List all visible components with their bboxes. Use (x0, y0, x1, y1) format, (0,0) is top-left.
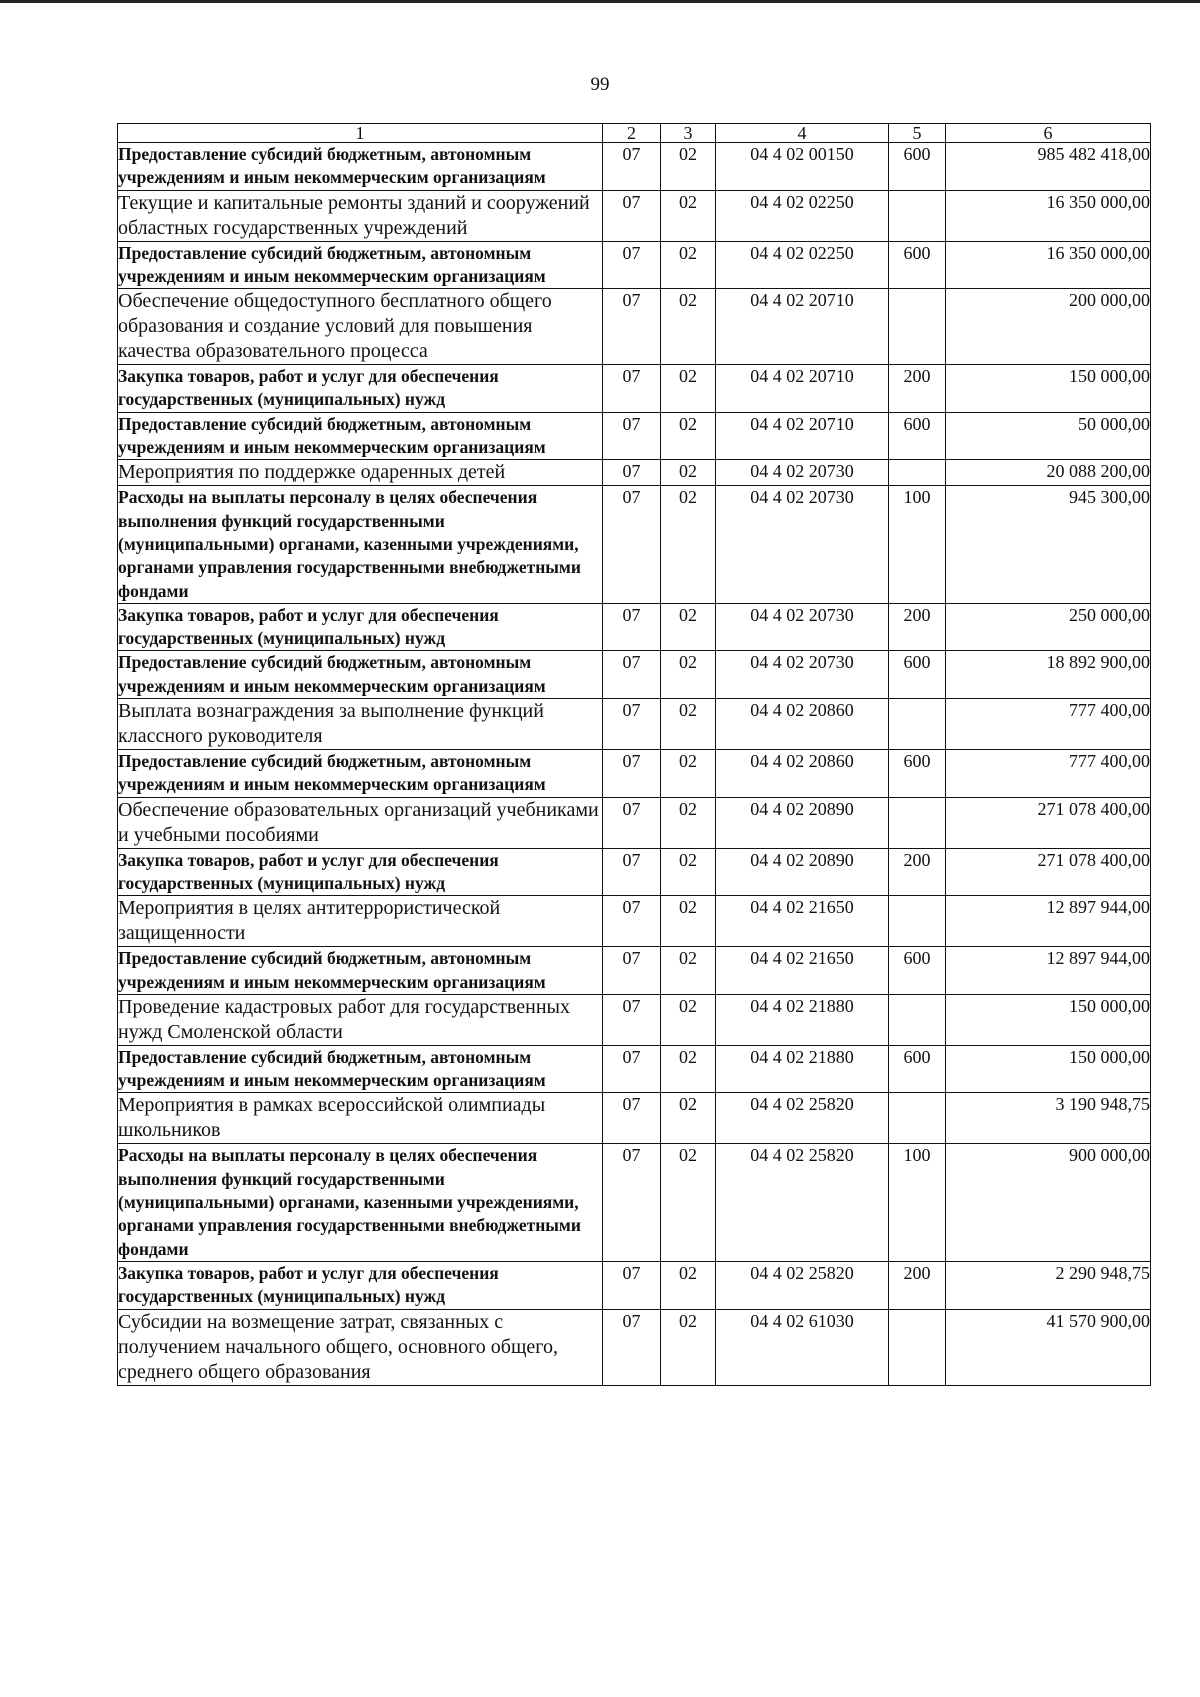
table-row (118, 486, 1151, 603)
section-code-cell: 07 (603, 365, 661, 413)
row-name-cell: Обеспечение общедоступного бесплатного общего образования и создание условий для повышения качества образовательного процесса (118, 289, 603, 365)
expense-type-cell: 600 (889, 412, 946, 460)
table-row (118, 699, 1151, 750)
target-article-cell: 04 4 02 25820 (716, 1144, 889, 1261)
amount-cell: 12 897 944,00 (946, 896, 1151, 947)
budget-table (117, 123, 1151, 1386)
section-code-cell: 07 (603, 460, 661, 486)
column-header: 1 (118, 124, 603, 143)
table-row (118, 241, 1151, 289)
expense-type-cell: 200 (889, 365, 946, 413)
table-row (118, 750, 1151, 798)
target-article-cell: 04 4 02 20730 (716, 460, 889, 486)
expense-type-cell (889, 896, 946, 947)
subsection-code-cell: 02 (661, 797, 716, 848)
expense-type-cell: 600 (889, 947, 946, 995)
target-article-cell: 04 4 02 21650 (716, 896, 889, 947)
section-code-cell: 07 (603, 848, 661, 896)
section-code-cell: 07 (603, 994, 661, 1045)
expense-type-cell: 600 (889, 241, 946, 289)
row-name-cell: Предоставление субсидий бюджетным, автономным учреждениям и иным некоммерческим организациям (118, 143, 603, 191)
section-code-cell: 07 (603, 797, 661, 848)
expense-type-cell: 600 (889, 1045, 946, 1093)
expense-type-cell: 600 (889, 750, 946, 798)
section-code-cell: 07 (603, 1045, 661, 1093)
section-code-cell: 07 (603, 289, 661, 365)
row-name-cell: Предоставление субсидий бюджетным, автономным учреждениям и иным некоммерческим организациям (118, 412, 603, 460)
table-row (118, 947, 1151, 995)
target-article-cell: 04 4 02 20860 (716, 699, 889, 750)
section-code-cell: 07 (603, 143, 661, 191)
row-name-cell: Закупка товаров, работ и услуг для обеспечения государственных (муниципальных) нужд (118, 365, 603, 413)
scan-top-edge (0, 0, 1200, 3)
subsection-code-cell: 02 (661, 460, 716, 486)
subsection-code-cell: 02 (661, 1144, 716, 1261)
target-article-cell: 04 4 02 25820 (716, 1093, 889, 1144)
amount-cell: 945 300,00 (946, 486, 1151, 603)
subsection-code-cell: 02 (661, 896, 716, 947)
row-name-cell: Предоставление субсидий бюджетным, автономным учреждениям и иным некоммерческим организациям (118, 241, 603, 289)
expense-type-cell: 100 (889, 486, 946, 603)
amount-cell: 150 000,00 (946, 1045, 1151, 1093)
section-code-cell: 07 (603, 1093, 661, 1144)
expense-type-cell (889, 994, 946, 1045)
expense-type-cell: 600 (889, 143, 946, 191)
row-name-cell: Выплата вознаграждения за выполнение функций классного руководителя (118, 699, 603, 750)
expense-type-cell: 200 (889, 848, 946, 896)
expense-type-cell (889, 797, 946, 848)
section-code-cell: 07 (603, 241, 661, 289)
section-code-cell: 07 (603, 750, 661, 798)
subsection-code-cell: 02 (661, 143, 716, 191)
target-article-cell: 04 4 02 20730 (716, 651, 889, 699)
amount-cell: 150 000,00 (946, 994, 1151, 1045)
subsection-code-cell: 02 (661, 994, 716, 1045)
target-article-cell: 04 4 02 61030 (716, 1309, 889, 1385)
table-row (118, 1309, 1151, 1385)
target-article-cell: 04 4 02 21650 (716, 947, 889, 995)
amount-cell: 271 078 400,00 (946, 797, 1151, 848)
section-code-cell: 07 (603, 1144, 661, 1261)
table-row (118, 460, 1151, 486)
row-name-cell: Обеспечение образовательных организаций учебниками и учебными пособиями (118, 797, 603, 848)
row-name-cell: Мероприятия по поддержке одаренных детей (118, 460, 603, 486)
subsection-code-cell: 02 (661, 190, 716, 241)
target-article-cell: 04 4 02 20890 (716, 797, 889, 848)
subsection-code-cell: 02 (661, 1045, 716, 1093)
expense-type-cell (889, 460, 946, 486)
expense-type-cell: 200 (889, 603, 946, 651)
amount-cell: 3 190 948,75 (946, 1093, 1151, 1144)
amount-cell: 985 482 418,00 (946, 143, 1151, 191)
target-article-cell: 04 4 02 21880 (716, 994, 889, 1045)
subsection-code-cell: 02 (661, 241, 716, 289)
target-article-cell: 04 4 02 20730 (716, 486, 889, 603)
section-code-cell: 07 (603, 947, 661, 995)
table-row (118, 1144, 1151, 1261)
subsection-code-cell: 02 (661, 1093, 716, 1144)
amount-cell: 777 400,00 (946, 750, 1151, 798)
row-name-cell: Закупка товаров, работ и услуг для обеспечения государственных (муниципальных) нужд (118, 603, 603, 651)
table-header-row (118, 124, 1151, 143)
target-article-cell: 04 4 02 02250 (716, 241, 889, 289)
row-name-cell: Закупка товаров, работ и услуг для обеспечения государственных (муниципальных) нужд (118, 848, 603, 896)
target-article-cell: 04 4 02 00150 (716, 143, 889, 191)
subsection-code-cell: 02 (661, 365, 716, 413)
table-row (118, 190, 1151, 241)
amount-cell: 150 000,00 (946, 365, 1151, 413)
target-article-cell: 04 4 02 25820 (716, 1261, 889, 1309)
row-name-cell: Мероприятия в целях антитеррористической защищенности (118, 896, 603, 947)
section-code-cell: 07 (603, 486, 661, 603)
expense-type-cell: 100 (889, 1144, 946, 1261)
section-code-cell: 07 (603, 603, 661, 651)
amount-cell: 777 400,00 (946, 699, 1151, 750)
amount-cell: 50 000,00 (946, 412, 1151, 460)
table-row (118, 365, 1151, 413)
amount-cell: 250 000,00 (946, 603, 1151, 651)
row-name-cell: Предоставление субсидий бюджетным, автономным учреждениям и иным некоммерческим организациям (118, 750, 603, 798)
row-name-cell: Текущие и капитальные ремонты зданий и сооружений областных государственных учреждений (118, 190, 603, 241)
subsection-code-cell: 02 (661, 1261, 716, 1309)
column-header: 4 (716, 124, 889, 143)
target-article-cell: 04 4 02 02250 (716, 190, 889, 241)
section-code-cell: 07 (603, 651, 661, 699)
section-code-cell: 07 (603, 1309, 661, 1385)
page-number: 99 (590, 74, 610, 95)
row-name-cell: Мероприятия в рамках всероссийской олимпиады школьников (118, 1093, 603, 1144)
table-row (118, 603, 1151, 651)
row-name-cell: Субсидии на возмещение затрат, связанных с получением начального общего, основного общего, среднего общего образования (118, 1309, 603, 1385)
table-row (118, 848, 1151, 896)
expense-type-cell (889, 190, 946, 241)
subsection-code-cell: 02 (661, 651, 716, 699)
amount-cell: 41 570 900,00 (946, 1309, 1151, 1385)
expense-type-cell: 600 (889, 651, 946, 699)
table-row (118, 1045, 1151, 1093)
amount-cell: 12 897 944,00 (946, 947, 1151, 995)
row-name-cell: Расходы на выплаты персоналу в целях обеспечения выполнения функций государственными (муниципальными) органами, казенными учреждениями, органами управления государственными внебюджетными фондами (118, 486, 603, 603)
subsection-code-cell: 02 (661, 412, 716, 460)
row-name-cell: Предоставление субсидий бюджетным, автономным учреждениям и иным некоммерческим организациям (118, 947, 603, 995)
amount-cell: 16 350 000,00 (946, 241, 1151, 289)
column-header: 2 (603, 124, 661, 143)
target-article-cell: 04 4 02 20860 (716, 750, 889, 798)
amount-cell: 900 000,00 (946, 1144, 1151, 1261)
amount-cell: 18 892 900,00 (946, 651, 1151, 699)
subsection-code-cell: 02 (661, 750, 716, 798)
subsection-code-cell: 02 (661, 486, 716, 603)
subsection-code-cell: 02 (661, 947, 716, 995)
column-header: 6 (946, 124, 1151, 143)
table-row (118, 412, 1151, 460)
expense-type-cell (889, 699, 946, 750)
table-row (118, 289, 1151, 365)
target-article-cell: 04 4 02 20710 (716, 412, 889, 460)
target-article-cell: 04 4 02 20710 (716, 289, 889, 365)
target-article-cell: 04 4 02 21880 (716, 1045, 889, 1093)
column-header: 5 (889, 124, 946, 143)
target-article-cell: 04 4 02 20730 (716, 603, 889, 651)
subsection-code-cell: 02 (661, 1309, 716, 1385)
section-code-cell: 07 (603, 190, 661, 241)
section-code-cell: 07 (603, 412, 661, 460)
table-row (118, 797, 1151, 848)
expense-type-cell (889, 1093, 946, 1144)
section-code-cell: 07 (603, 896, 661, 947)
row-name-cell: Предоставление субсидий бюджетным, автономным учреждениям и иным некоммерческим организациям (118, 1045, 603, 1093)
subsection-code-cell: 02 (661, 603, 716, 651)
expense-type-cell (889, 1309, 946, 1385)
expense-type-cell (889, 289, 946, 365)
target-article-cell: 04 4 02 20710 (716, 365, 889, 413)
amount-cell: 2 290 948,75 (946, 1261, 1151, 1309)
table-row (118, 994, 1151, 1045)
row-name-cell: Закупка товаров, работ и услуг для обеспечения государственных (муниципальных) нужд (118, 1261, 603, 1309)
table-row (118, 1261, 1151, 1309)
section-code-cell: 07 (603, 699, 661, 750)
subsection-code-cell: 02 (661, 848, 716, 896)
target-article-cell: 04 4 02 20890 (716, 848, 889, 896)
table-row (118, 896, 1151, 947)
row-name-cell: Предоставление субсидий бюджетным, автономным учреждениям и иным некоммерческим организациям (118, 651, 603, 699)
row-name-cell: Проведение кадастровых работ для государственных нужд Смоленской области (118, 994, 603, 1045)
row-name-cell: Расходы на выплаты персоналу в целях обеспечения выполнения функций государственными (муниципальными) органами, казенными учреждениями, органами управления государственными внебюджетными фондами (118, 1144, 603, 1261)
subsection-code-cell: 02 (661, 699, 716, 750)
expense-type-cell: 200 (889, 1261, 946, 1309)
table-row (118, 143, 1151, 191)
table-row (118, 651, 1151, 699)
amount-cell: 271 078 400,00 (946, 848, 1151, 896)
column-header: 3 (661, 124, 716, 143)
amount-cell: 16 350 000,00 (946, 190, 1151, 241)
section-code-cell: 07 (603, 1261, 661, 1309)
table-row (118, 1093, 1151, 1144)
subsection-code-cell: 02 (661, 289, 716, 365)
amount-cell: 200 000,00 (946, 289, 1151, 365)
amount-cell: 20 088 200,00 (946, 460, 1151, 486)
